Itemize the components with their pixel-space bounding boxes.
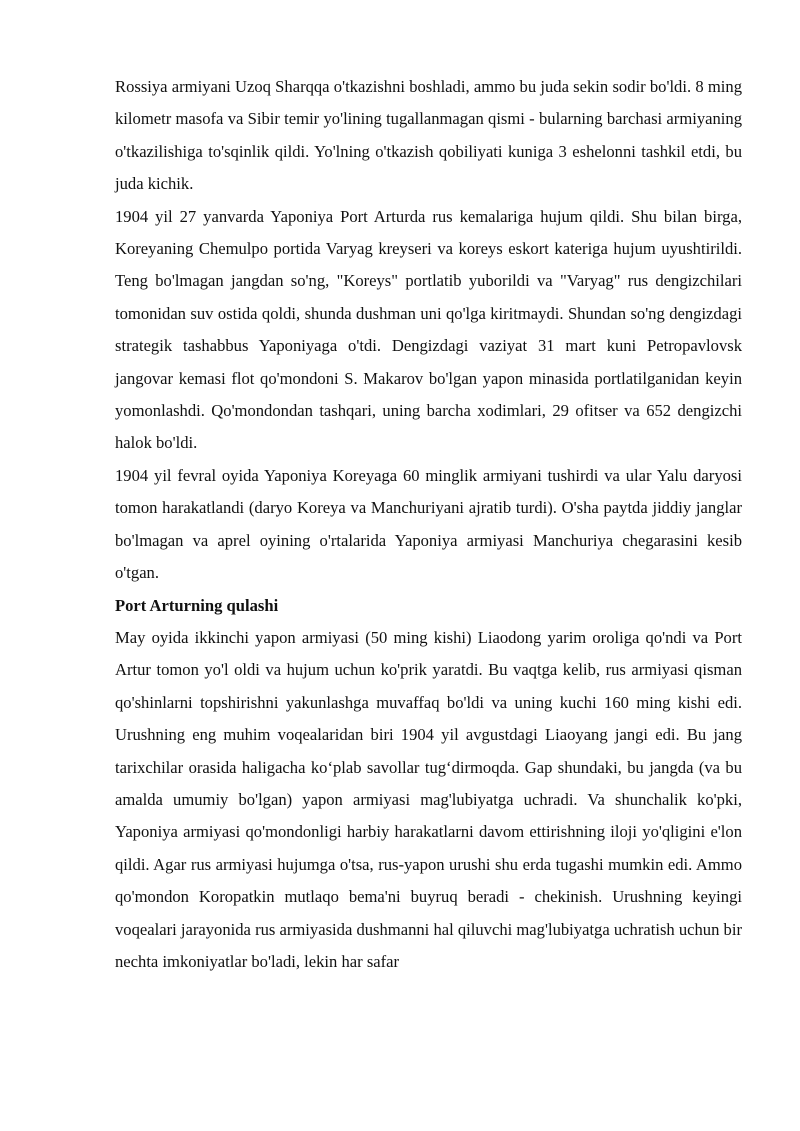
paragraph-korea-landing: 1904 yil fevral oyida Yaponiya Koreyaga 60 minglik armiyani tushirdi va ular Yalu daryosi tomon harakatlandi (daryo Koreya va Manchuriyani ajratib turdi). O'sha paytda jiddiy janglar bo'lmagan va aprel oyining o'rtalarida Yaponiya armiyasi Manchuriya chegarasini kesib o'tgan. [115,465,742,583]
paragraph-army-transfer: Rossiya armiyani Uzoq Sharqqa o'tkazishni boshladi, ammo bu juda sekin sodir bo'ldi. 8 ming kilometr masofa va Sibir temir yo'lining tugallanmagan qismi - bularning barchasi armiyaning o'tkazilishiga to'sqinlik qildi. Yo'lning o'tkazish qobiliyati kuniga 3 eshelonni tashkil etdi, bu juda kichik. [115,77,742,194]
paragraph-port-arthur-attack: 1904 yil 27 yanvarda Yaponiya Port Arturda rus kemalariga hujum qildi. Shu bilan birga, Koreyaning Chemulpo portida Varyag kreyseri va koreys eskort kateriga hujum uyushtirildi. Teng bo'lmagan jangdan so'ng, "Koreys" portlatib yuborildi va "Varyag" rus dengizchilari tomonidan suv ostida qoldi, shunda dushman uni qo'lga kiritmaydi. Shundan so'ng dengizdagi strategik tashabbus Yaponiyaga o'tdi. Dengizdagi vaziyat 31 mart kuni Petropavlovsk jangovar kemasi flot qo'mondoni S. Makarov bo'lgan yapon minasida portlatilganidan keyin yomonlashdi. Qo'mondondan tashqari, uning barcha xodimlari, 29 ofitser va 652 dengizchi halok bo'ldi. [115,206,742,453]
document-page [115,71,742,978]
section-heading: Port Arturning qulashi [115,595,279,615]
paragraph-liaoyang-battle: May oyida ikkinchi yapon armiyasi (50 ming kishi) Liaodong yarim oroliga qo'ndi va Port Artur tomon yo'l oldi va hujum uchun ko'prik yaratdi. Bu vaqtga kelib, rus armiyasi qisman qo'shinlarni topshirishni yakunlashga muvaffaq bo'ldi va uning kuchi 160 ming kishi edi. Urushning eng muhim voqealaridan biri 1904 yil avgustdagi Liaoyang jangi edi. Bu jang tarixchilar orasida haligacha ko‘plab savollar tug‘dirmoqda. Gap shundaki, bu jangda (va bu amalda umumiy bo'lgan) yapon armiyasi mag'lubiyatga uchradi. Va shunchalik ko'pki, Yaponiya armiyasi qo'mondonligi harbiy harakatlarni davom ettirishning iloji yo'qligini e'lon qildi. Agar rus armiyasi hujumga o'tsa, rus-yapon urushi shu erda tugashi mumkin edi. Ammo qo'mondon Koropatkin mutlaqo bema'ni buyruq beradi - chekinish. Urushning keyingi voqealari jarayonida rus armiyasida dushmanni hal qiluvchi mag'lubiyatga uchratish uchun bir nechta imkoniyatlar bo'ladi, lekin har safar [115,627,742,971]
